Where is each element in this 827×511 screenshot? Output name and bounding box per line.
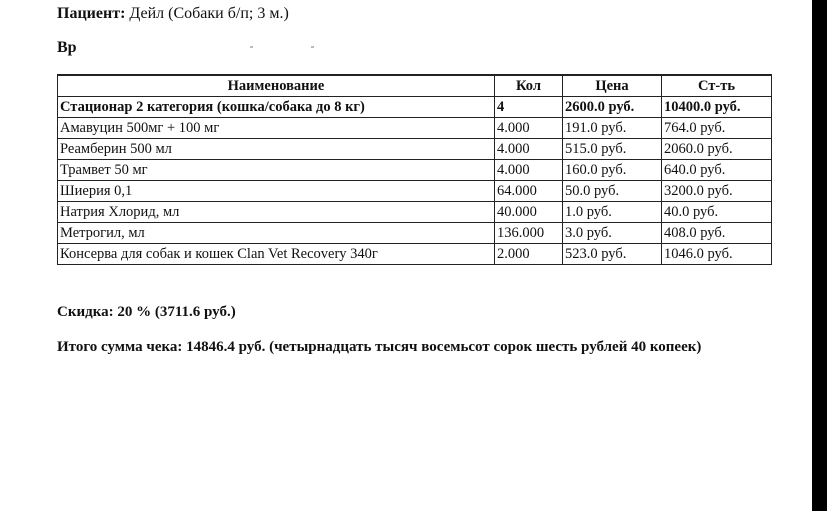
cell-sum: 640.0 руб. — [662, 160, 772, 181]
cell-sum: 1046.0 руб. — [662, 244, 772, 265]
table-row — [58, 160, 772, 181]
patient-value: Дейл (Собаки б/п; 3 м.) — [129, 5, 289, 22]
cell-price: 50.0 руб. — [563, 181, 662, 202]
cell-sum: 2060.0 руб. — [662, 139, 772, 160]
table-row — [58, 97, 772, 118]
table-row — [58, 139, 772, 160]
cell-sum: 764.0 руб. — [662, 118, 772, 139]
cell-qty: 64.000 — [495, 181, 563, 202]
cell-qty: 4 — [495, 97, 563, 118]
doctor-label: Вр — [57, 39, 77, 56]
cell-name: Стационар 2 категория (кошка/собака до 8 кг) — [58, 97, 495, 118]
cell-qty: 136.000 — [495, 223, 563, 244]
cell-name: Амавуцин 500мг + 100 мг — [58, 118, 495, 139]
header-name: Наименование — [58, 75, 495, 97]
cell-qty: 4.000 — [495, 118, 563, 139]
table-row — [58, 118, 772, 139]
total-line: Итого сумма чека: 14846.4 руб. (четырнадцать тысяч восемьсот сорок шесть рублей 40 копеек) — [57, 339, 702, 355]
table-row — [58, 223, 772, 244]
items-table — [57, 74, 772, 265]
cell-qty: 2.000 — [495, 244, 563, 265]
cell-price: 191.0 руб. — [563, 118, 662, 139]
cell-name: Метрогил, мл — [58, 223, 495, 244]
cell-sum: 3200.0 руб. — [662, 181, 772, 202]
discount-line: Скидка: 20 % (3711.6 руб.) — [57, 304, 236, 320]
cell-qty: 4.000 — [495, 139, 563, 160]
scan-smudge — [311, 46, 314, 48]
cell-price: 523.0 руб. — [563, 244, 662, 265]
table-header-row — [58, 75, 772, 97]
patient-line — [57, 4, 289, 24]
cell-name: Трамвет 50 мг — [58, 160, 495, 181]
table-row — [58, 202, 772, 223]
header-sum: Ст-ть — [662, 75, 772, 97]
cell-sum: 408.0 руб. — [662, 223, 772, 244]
header-qty: Кол — [495, 75, 563, 97]
cell-sum: 10400.0 руб. — [662, 97, 772, 118]
cell-price: 160.0 руб. — [563, 160, 662, 181]
cell-sum: 40.0 руб. — [662, 202, 772, 223]
scan-smudge — [250, 46, 253, 48]
cell-qty: 40.000 — [495, 202, 563, 223]
cell-price: 1.0 руб. — [563, 202, 662, 223]
cell-name: Реамберин 500 мл — [58, 139, 495, 160]
patient-label: Пациент: — [57, 5, 126, 22]
cell-price: 515.0 руб. — [563, 139, 662, 160]
cell-name: Шиерия 0,1 — [58, 181, 495, 202]
cell-price: 3.0 руб. — [563, 223, 662, 244]
table-row — [58, 181, 772, 202]
cell-price: 2600.0 руб. — [563, 97, 662, 118]
cell-name: Консерва для собак и кошек Clan Vet Recovery 340г — [58, 244, 495, 265]
header-price: Цена — [563, 75, 662, 97]
table-row — [58, 244, 772, 265]
cell-qty: 4.000 — [495, 160, 563, 181]
cell-name: Натрия Хлорид, мл — [58, 202, 495, 223]
